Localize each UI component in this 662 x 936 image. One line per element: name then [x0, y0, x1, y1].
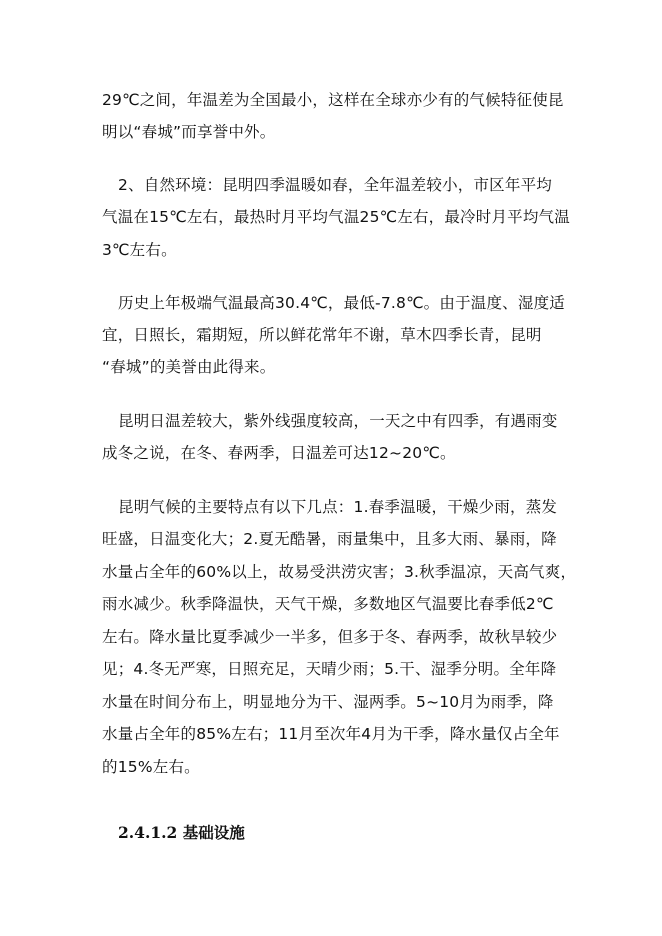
section-heading: 2.4.1.2 基础设施: [118, 823, 245, 842]
text-line: 3℃左右。: [102, 241, 177, 259]
text-line: 水量在时间分布上，明显地分为干、湿两季。5~10月为雨季，降: [102, 693, 554, 711]
text-line: 见；4.冬无严寒，日照充足，天晴少雨；5.干、湿季分明。全年降: [102, 660, 557, 678]
text-line: 水量占全年的85%左右；11月至次年4月为干季，降水量仅占全年: [102, 725, 560, 743]
text-line: 昆明气候的主要特点有以下几点：1.春季温暖，干燥少雨，蒸发: [118, 498, 558, 516]
text-line: 2、自然环境：昆明四季温暖如春，全年温差较小，市区年平均: [118, 176, 552, 194]
text-line: 29℃之间，年温差为全国最小，这样在全球亦少有的气候特征使昆: [102, 91, 564, 109]
text-line: 宜，日照长，霜期短，所以鲜花常年不谢，草木四季长青，昆明: [102, 326, 542, 344]
text-line: 昆明日温差较大，紫外线强度较高，一天之中有四季，有遇雨变: [118, 412, 558, 430]
text-line: 成冬之说，在冬、春两季，日温差可达12~20℃。: [102, 444, 456, 462]
text-line: 雨水减少。秋季降温快，天气干燥，多数地区气温要比春季低2℃: [102, 595, 554, 613]
text-line: 的15%左右。: [102, 758, 200, 776]
text-line: 水量占全年的60%以上，故易受洪涝灾害；3.秋季温凉，天高气爽，: [102, 563, 577, 581]
text-line: 气温在15℃左右，最热时月平均气温25℃左右，最冷时月平均气温: [102, 208, 570, 226]
text-line: 旺盛，日温变化大；2.夏无酷暑，雨量集中，且多大雨、暴雨，降: [102, 530, 557, 548]
text-line: 明以“春城”而享誉中外。: [102, 123, 276, 141]
text-line: 左右。降水量比夏季减少一半多，但多于冬、春两季，故秋旱较少: [102, 628, 558, 646]
text-line: 历史上年极端气温最高30.4℃，最低-7.8℃。由于温度、湿度适: [118, 294, 565, 312]
text-line: “春城”的美誉由此得来。: [102, 358, 276, 376]
